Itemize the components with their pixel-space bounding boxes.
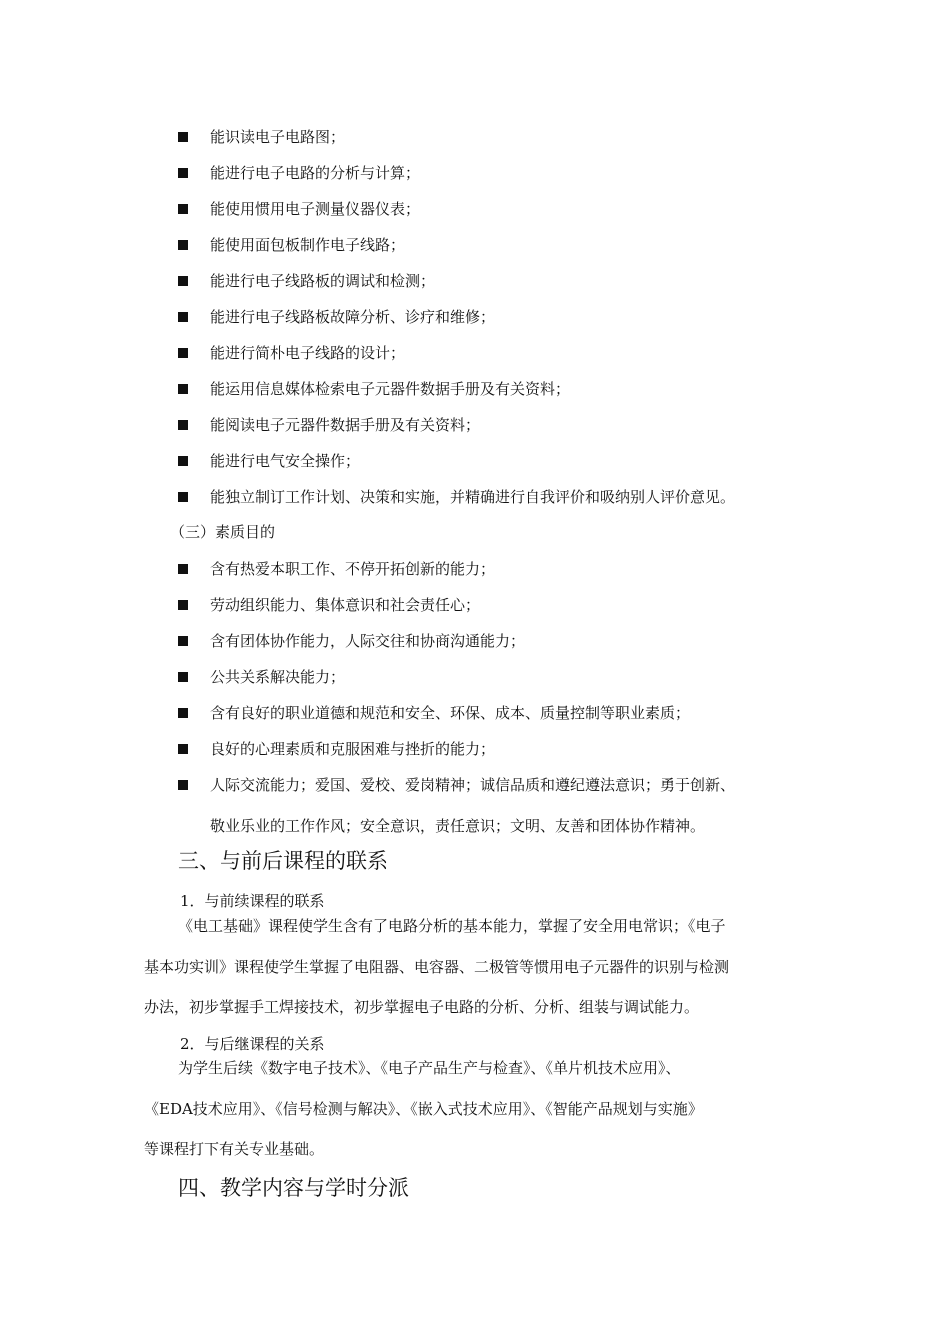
square-bullet-icon	[178, 168, 188, 178]
square-bullet-icon	[178, 636, 188, 646]
square-bullet-icon	[178, 492, 188, 502]
section3-sub1-line: 办法，初步掌握手工焊接技术，初步掌握电子电路的分析、分析、组装与调试能力。	[144, 998, 700, 1016]
square-bullet-icon	[178, 240, 188, 250]
square-bullet-icon	[178, 744, 188, 754]
square-bullet-icon	[178, 780, 188, 790]
section3-sub2-line: 为学生后续《数字电子技术》、《电子产品生产与检查》、《单片机技术应用》、	[178, 1059, 681, 1077]
section3-sub1-line: 《电工基础》课程使学生含有了电路分析的基本能力，掌握了安全用电常识；《电子	[178, 917, 726, 935]
section3-sub2-title: 2．与后继课程的关系	[180, 1035, 325, 1053]
section3-sub2-line: 等课程打下有关专业基础。	[144, 1140, 325, 1158]
document-page: 能识读电子电路图； 能进行电子电路的分析与计算； 能使用惯用电子测量仪器仪表； 能使用面包板制作电子线路； 能进行电子线路板的调试和检测； 能进行电子线路板故障分析、诊疗和维修； 能进行简朴电子线路的设计； 能运用信息媒体检索电子元器件数据手册及有关资料； 能阅读电子元器件数据手册及有关资料； 能进行电气安全操作； 能独立制订工作计划、决策和实施，并精确进行自我评价和吸纳别人评价意见。 （三）素质目的 含有热爱本职工作、不停开拓创新的能力； 劳动组织能力、集体意识和社会责任心； 含有团体协作能力，人际交往和协商沟通能力； 公共关系解决能力； 含有良好的职业道德和规范和安全、环保、成本、质量控制等职业素质； 良好的心理素质和克服困难与挫折的能力； 人际交流能力；爱国、爱校、爱岗精神；诚信品质和遵纪遵法意识；勇于创新、 敬业乐业的工作作风；安全意识，责任意识；文明、友善和团体协作精神。 三、与前后课程的联系 1．与前续课程的联系 《电工基础》课程使学生含有了电路分析的基本能力，掌握了安全用电常识；《电子 基本功实训》课程使学生掌握了电阻器、电容器、二极管等惯用电子元器件的识别与检测 办法，初步掌握手工焊接技术，初步掌握电子电路的分析、分析、组装与调试能力。 2．与后继课程的关系 为学生后续《数字电子技术》、《电子产品生产与检查》、《单片机技术应用》、 《EDA技术应用》、《信号检测与解决》、《嵌入式技术应用》、《智能产品规划与实施》 等课程打下有关专业基础。 四、教学内容与学时分派	[144, 128, 736, 1200]
section3-title: 三、与前后课程的联系	[178, 849, 388, 873]
square-bullet-icon	[178, 384, 188, 394]
section3-sub1-line: 基本功实训》课程使学生掌握了电阻器、电容器、二极管等惯用电子元器件的识别与检测	[144, 958, 730, 976]
section4-title: 四、教学内容与学时分派	[178, 1176, 409, 1200]
section3-sub2-line: 《EDA技术应用》、《信号检测与解决》、《嵌入式技术应用》、《智能产品规划与实施》	[144, 1100, 703, 1118]
square-bullet-icon	[178, 708, 188, 718]
quality-heading: （三）素质目的	[170, 523, 276, 541]
square-bullet-icon	[178, 348, 188, 358]
square-bullet-icon	[178, 276, 188, 286]
section3-sub1-title: 1．与前续课程的联系	[180, 892, 325, 910]
square-bullet-icon	[178, 456, 188, 466]
quality-item-continuation: 敬业乐业的工作作风；安全意识，责任意识；文明、友善和团体协作精神。	[210, 817, 706, 835]
square-bullet-icon	[178, 204, 188, 214]
square-bullet-icon	[178, 600, 188, 610]
square-bullet-icon	[178, 132, 188, 142]
square-bullet-icon	[178, 420, 188, 430]
square-bullet-icon	[178, 312, 188, 322]
square-bullet-icon	[178, 564, 188, 574]
square-bullet-icon	[178, 672, 188, 682]
